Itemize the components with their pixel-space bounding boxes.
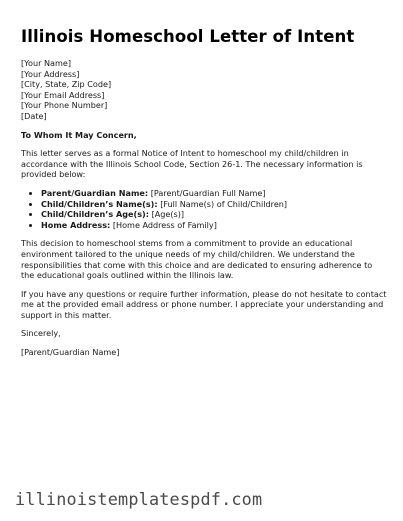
info-label: Child/Children’s Name(s): xyxy=(41,198,158,209)
commitment-paragraph: This decision to homeschool stems from a commitment to provide an educational environment tailored to the unique needs of my child/children. We understand the responsibilities that come with this choice and are dedicated to ensuring adherence to the educational goals outlined within the Illinois law. xyxy=(21,238,373,281)
contact-paragraph: If you have any questions or require further information, please do not hesitate to contact me at the provided email address or phone number. I appreciate your understanding and support in this matter. xyxy=(21,288,387,320)
info-list xyxy=(21,188,387,230)
info-label: Parent/Guardian Name: xyxy=(41,187,149,198)
sender-email: [Your Email Address] xyxy=(21,89,105,100)
info-label: Home Address: xyxy=(41,219,111,230)
info-value: [Age(s)] xyxy=(151,209,185,220)
page-title: Illinois Homeschool Letter of Intent xyxy=(21,27,355,46)
list-item xyxy=(41,209,387,220)
sender-name: [Your Name] xyxy=(21,58,72,68)
watermark: illinoistemplatespdf.com xyxy=(15,489,263,509)
signature-line: [Parent/Guardian Name] xyxy=(21,347,120,358)
info-value: [Parent/Guardian Full Name] xyxy=(150,187,266,198)
sender-address: [Your Address] xyxy=(21,68,80,79)
info-value: [Home Address of Family] xyxy=(112,219,217,230)
sender-date: [Date] xyxy=(21,110,47,121)
intro-paragraph: This letter serves as a formal Notice of Intent to homeschool my child/children in accordance with the Illinois School Code, Section 26-1. The necessary information is provided below: xyxy=(21,148,363,180)
list-item xyxy=(41,199,387,210)
list-item xyxy=(41,188,387,199)
salutation: To Whom It May Concern, xyxy=(21,129,137,140)
letter-page xyxy=(21,26,387,366)
info-label: Child/Children’s Age(s): xyxy=(41,209,149,220)
sender-city-state-zip: [City, State, Zip Code] xyxy=(21,79,112,90)
closing: Sincerely, xyxy=(21,328,61,339)
info-value: [Full Name(s) of Child/Children] xyxy=(160,198,288,209)
sender-phone: [Your Phone Number] xyxy=(21,100,108,111)
list-item xyxy=(41,220,387,231)
sender-block xyxy=(21,58,387,122)
